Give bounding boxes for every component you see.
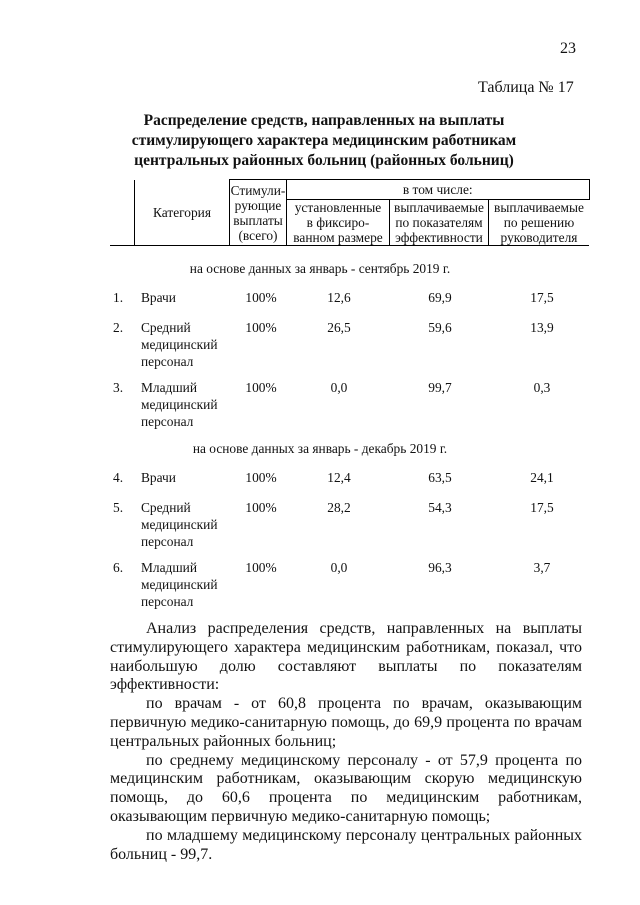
header-performance: выплачиваемые по показателям эффективности [390,200,489,246]
row-number: 6. [113,560,124,575]
row-head-decision: 17,5 [530,500,554,515]
table-title: Распределение средств, направленных на выплаты стимулирующего характера медицинским работникам центральных районных больниц (районных больниц) [131,112,517,169]
row-total: 100% [245,470,277,485]
row-fixed: 0,0 [330,560,348,575]
row-total: 100% [245,500,277,515]
row-performance: 99,7 [428,380,452,395]
header-incl: в том числе: [287,180,590,200]
header-number-cell [110,180,135,246]
row-head-decision: 17,5 [530,290,554,305]
table-header [110,179,590,246]
table-label: Таблица № 17 [478,79,574,96]
row-fixed: 28,2 [327,500,351,515]
row-category: Средний медицинский персонал [141,320,218,369]
row-head-decision: 24,1 [530,470,554,485]
row-number: 2. [113,320,124,335]
row-fixed: 12,4 [327,470,351,485]
header-total: Стимули- рующие выплаты (всего) [230,180,287,246]
row-category: Младший медицинский персонал [141,380,218,429]
row-total: 100% [245,320,277,335]
paragraph: по врачам - от 60,8 процента по врачам, оказывающим первичную медико-санитарную помощь, до 69,9 процента по врачам центральных районных больниц; [110,695,582,750]
row-fixed: 0,0 [330,380,348,395]
row-category: Врачи [141,290,176,305]
row-number: 3. [113,380,124,395]
row-performance: 59,6 [428,320,452,335]
row-category: Врачи [141,470,176,485]
header-category: Категория [135,180,230,246]
row-total: 100% [245,380,277,395]
section-caption: на основе данных за январь - декабрь 2019 г. [192,441,448,456]
analysis-text [110,620,582,864]
row-fixed: 12,6 [327,290,351,305]
row-head-decision: 0,3 [533,380,551,395]
row-number: 4. [113,470,124,485]
row-performance: 96,3 [428,560,452,575]
row-total: 100% [245,290,277,305]
row-total: 100% [245,560,277,575]
row-category: Средний медицинский персонал [141,500,218,549]
header-fixed: установленные в фиксиро- ванном размере [287,200,390,246]
page-number: 23 [560,40,576,57]
row-head-decision: 3,7 [533,560,551,575]
row-performance: 54,3 [428,500,452,515]
paragraph: Анализ распределения средств, направленных на выплаты стимулирующего характера медицинским работникам, показал, что наибольшую долю составляют выплаты по показателям эффективности: [110,620,582,694]
row-performance: 69,9 [428,290,452,305]
row-performance: 63,5 [428,470,452,485]
row-number: 5. [113,500,124,515]
paragraph: по младшему медицинскому персоналу центральных районных больниц - 99,7. [110,826,582,863]
row-head-decision: 13,9 [530,320,554,335]
row-category: Младший медицинский персонал [141,560,218,609]
row-fixed: 26,5 [327,320,351,335]
header-head-decision: выплачиваемые по решению руководителя [489,200,590,246]
section-caption: на основе данных за январь - сентябрь 2019 г. [189,261,451,276]
paragraph: по среднему медицинскому персоналу - от 57,9 процента по медицинским работникам, оказывающим скорую медицинскую помощь, до 60,6 процента по медицинским работникам, оказывающим первичную медико-санитарную помощь; [110,751,582,825]
row-number: 1. [113,290,124,305]
